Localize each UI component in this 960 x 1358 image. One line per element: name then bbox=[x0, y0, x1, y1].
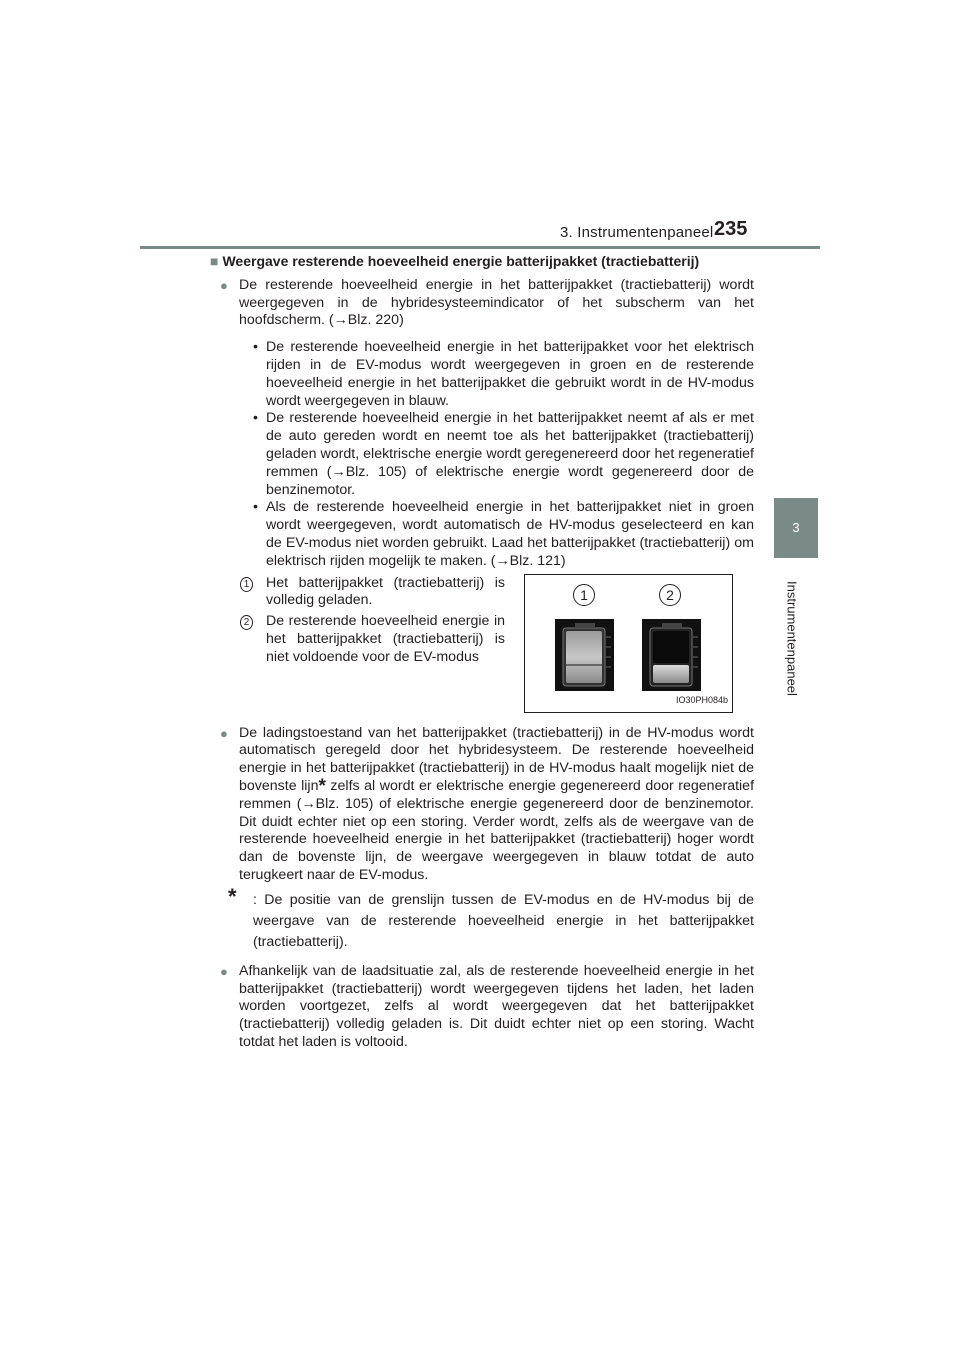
legend-number-badge: 1 bbox=[240, 577, 253, 592]
sub-bullet-item bbox=[210, 499, 754, 570]
bullet-text: De resterende hoeveelheid energie in het batterijpakket (tractiebatterij) wordt weergegeven in de hybridesysteemindicator of het subscherm van het hoofdscherm. (→Blz. 220) bbox=[239, 276, 754, 329]
legend-text: De resterende hoeveelheid energie in het batterijpakket (tractiebatterij) is niet voldoende voor de EV-modus bbox=[266, 613, 505, 665]
section-heading-text: Weergave resterende hoeveelheid energie batterijpakket (tractiebatterij) bbox=[222, 253, 700, 269]
sub-bullet-marker: • bbox=[253, 499, 258, 516]
footnote-asterisk: * bbox=[228, 883, 237, 909]
footnote-text: : De positie van de grenslijn tussen de EV-modus en de HV-modus bij de weergave van de resterende hoeveelheid energie in het batterijpakket (tractiebatterij). bbox=[253, 891, 754, 950]
figure-legend bbox=[239, 575, 505, 670]
sub-bullet-list bbox=[210, 339, 754, 570]
running-header-chapter: 3. Instrumentenpaneel bbox=[560, 224, 714, 241]
legend-item-2 bbox=[239, 613, 505, 666]
heading-square-marker: ■ bbox=[210, 253, 219, 269]
chapter-tab: 3 bbox=[774, 498, 818, 558]
figure-callout-2: 2 bbox=[659, 584, 681, 606]
figure-code: IO30PH084b bbox=[675, 694, 728, 705]
page-number: 235 bbox=[714, 218, 748, 240]
figure-callout-1: 1 bbox=[573, 584, 595, 606]
bullet-text: Afhankelijk van de laadsituatie zal, als de resterende hoeveelheid energie in het batterijpakket (tractiebatterij) wordt weergegeven tijdens het laden, het laden worden voortgezet, zelfs al wordt weergegeven dat het batterijpakket (tractiebatterij) volledig geladen is. Dit duidt echter niet op een storing. Wacht totdat het laden is voltooid. bbox=[239, 962, 754, 1050]
sub-bullet-marker: • bbox=[253, 339, 258, 356]
bullet-paragraph-2 bbox=[210, 725, 754, 885]
legend-item-1 bbox=[239, 575, 505, 611]
footnote bbox=[210, 883, 754, 953]
sub-bullet-item bbox=[210, 410, 754, 499]
sub-bullet-marker: • bbox=[253, 410, 258, 427]
sub-bullet-text: De resterende hoeveelheid energie in het batterijpakket voor het elektrisch rijden in de EV-modus wordt weergegeven in groen en de resterende hoeveelheid energie in het batterijpakket die gebruikt wordt in de HV-modus wordt weergegeven in blauw. bbox=[266, 339, 754, 409]
chapter-side-label bbox=[781, 566, 803, 711]
bullet-paragraph-3 bbox=[210, 963, 754, 1052]
sub-bullet-text: De resterende hoeveelheid energie in het batterijpakket neemt af als er met de auto gereden wordt en neemt toe als het batterijpakket (tractiebatterij) geladen wordt, elektrische energie wordt geregenereerd door het regeneratief remmen (→Blz. 105) of elektrische energie wordt gegenereerd door de benzinemotor. bbox=[266, 410, 754, 498]
bullet-text-part-1: De ladingstoestand van het batterijpakket (tractiebatterij) in de HV-modus wordt automatisch geregeld door het hybridesysteem. De resterende hoeveelheid energie in het batterijpakket (tractiebatterij) in de HV-modus haalt mogelijk niet de bovenste lijn bbox=[239, 724, 754, 794]
legend-text: Het batterijpakket (tractiebatterij) is volledig geladen. bbox=[266, 574, 505, 609]
sub-bullet-item bbox=[210, 339, 754, 410]
battery-illustration bbox=[524, 574, 733, 713]
header-divider bbox=[140, 246, 820, 249]
asterisk-reference: * bbox=[318, 775, 326, 797]
section-heading bbox=[210, 253, 754, 271]
bullet-dot-icon: ● bbox=[220, 963, 228, 979]
bullet-text-part-2: zelfs al wordt er elektrische energie gegenereerd door regeneratief remmen (→Blz. 105) of elektrische energie gegenereerd door de benzinemotor. Dit duidt echter niet op een storing. Verder wordt, zelfs als de weergave van de resterende hoeveelheid energie in het batterijpakket (tractiebatterij) hoger wordt dan de bovenste lijn, de weergave weergegeven in blauw totdat de auto terugkeert naar de EV-modus. bbox=[239, 777, 755, 883]
bullet-dot-icon: ● bbox=[220, 277, 228, 293]
battery-full-icon bbox=[555, 619, 614, 691]
figure-block bbox=[210, 575, 754, 725]
legend-number-badge: 2 bbox=[240, 615, 253, 630]
page-content bbox=[210, 253, 754, 1061]
bullet-dot-icon: ● bbox=[220, 725, 228, 741]
sub-bullet-text: Als de resterende hoeveelheid energie in het batterijpakket niet in groen wordt weergegeven, wordt automatisch de HV-modus geselecteerd en kan de EV-modus niet worden gebruikt. Laad het batterijpakket (tractiebatterij) om elektrisch rijden mogelijk te maken. (→Blz. 121) bbox=[266, 499, 754, 569]
battery-low-icon bbox=[642, 619, 701, 691]
bullet-paragraph-1 bbox=[210, 277, 754, 330]
chapter-side-label-text: Instrumentenpaneel bbox=[784, 581, 800, 696]
